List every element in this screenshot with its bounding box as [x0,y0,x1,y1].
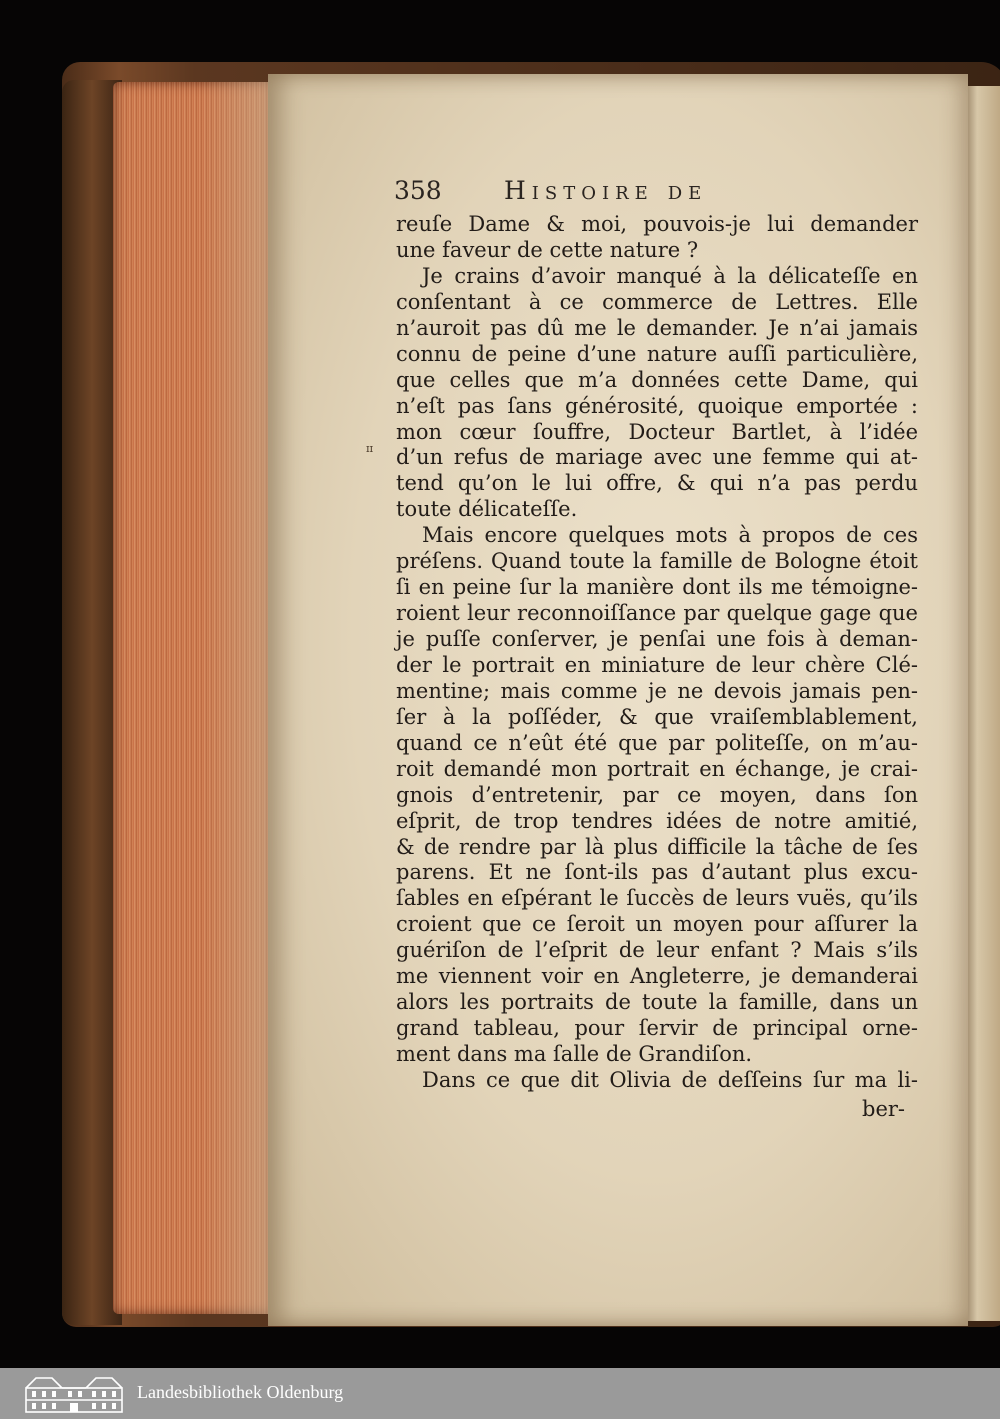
text-line: Dans ce que dit Olivia de deſſeins ſur ma li- [422,1067,918,1092]
text-line: préſens. Quand toute la famille de Bologne étoit [396,549,918,574]
text-line: ment dans ma ſalle de Grandiſon. [396,1042,753,1066]
running-title: Histoire de [504,176,708,205]
text-line: reuſe Dame & moi, pouvois-je lui demander [396,212,918,236]
page-edges-shading [200,82,273,1314]
institution-name: Landesbibliothek Oldenburg [137,1382,344,1402]
margin-mark: ɪɪ [366,442,374,455]
text-line: Mais encore quelques mots à propos de ces [422,523,918,548]
page-header [394,176,914,212]
text-line: connu de peine d’une nature auſſi particulière, [396,341,918,366]
text-line: ſables en eſpérant le ſuccès de leurs vuës, qu’ils [396,886,918,911]
text-line: mon cœur ſouffre, Docteur Bartlet, à l’idée [396,419,918,444]
text-line: mentine; mais comme je ne devois jamais pen- [396,678,918,703]
text-line: Je crains d’avoir manqué à la délicateſſe en [422,263,918,288]
text-line: eſprit, de trop tendres idées de notre amitié, [396,808,918,833]
text-line: ſi en peine ſur la manière dont ils me témoigne- [396,575,918,600]
text-line: guériſon de l’eſprit de leur enfant ? Mais s’ils [396,938,918,963]
library-building-icon [22,1374,126,1414]
text-line: toute délicateſſe. [396,497,578,522]
text-line: tend qu’on le lui offre, & qui n’a pas perdu [396,471,918,496]
footer-bar [0,1368,1000,1419]
text-line: der le portrait en miniature de leur chère Clé- [396,652,918,677]
text-line: je puſſe conſerver, je penſai une fois à deman- [396,627,918,651]
text-line: d’un refus de mariage avec une femme qui at- [396,445,918,470]
text-line: croient que ce ſeroit un moyen pour aſſurer la [396,912,918,937]
catchword: ber- [862,1097,906,1121]
text-line: n’eſt pas ſans générosité, quoique emportée : [396,393,918,418]
text-line: quand ce n’eût été que par politeſſe, on m’au- [396,730,918,755]
text-line: une faveur de cette nature ? [396,237,699,262]
text-line: me viennent voir en Angleterre, je demanderai [396,964,918,989]
text-line: roient leur reconnoiſſance par quelque gage que [396,601,918,626]
text-line: alors les portraits de toute la famille, dans un [396,990,918,1015]
text-line: roit demandé mon portrait en échange, je crai- [396,756,918,781]
text-line: grand tableau, pour ſervir de principal orne- [396,1016,918,1041]
page-text [396,212,918,1094]
text-line: & de rendre par là plus difficile la tâche de ſes [396,834,918,859]
text-line: n’auroit pas dû me le demander. Je n’ai jamais [396,315,918,340]
text-line: parens. Et ne ſont-ils pas d’autant plus excu- [396,860,918,885]
text-line: gnois d’entretenir, par ce moyen, dans ſon [396,782,918,807]
text-line: que celles que m’a données cette Dame, qui [396,367,918,392]
page-number: 358 [394,176,442,205]
text-line: conſentant à ce commerce de Lettres. Elle [396,289,918,314]
text-line: ſer à la poſſéder, & que vraiſemblablement, [396,704,918,729]
